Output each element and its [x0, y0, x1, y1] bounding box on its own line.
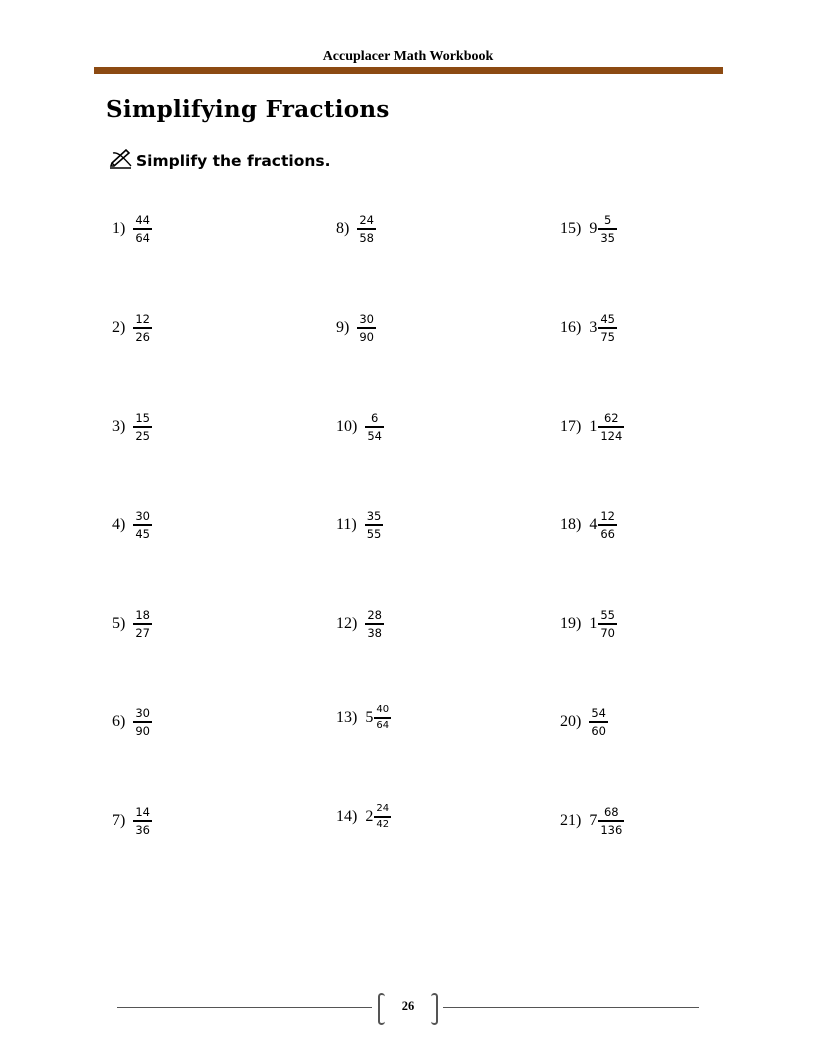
- denominator: 75: [600, 329, 615, 344]
- denominator: 124: [600, 428, 623, 443]
- fraction-bar: [133, 721, 152, 722]
- problem-item: [336, 407, 384, 447]
- denominator: 64: [135, 230, 150, 245]
- numerator: 28: [367, 608, 382, 623]
- numerator: 45: [600, 312, 615, 327]
- problem-item: [336, 797, 391, 837]
- denominator: 64: [376, 719, 390, 731]
- fraction-bar: [357, 327, 376, 328]
- fraction-bar: [365, 426, 384, 427]
- whole-number: 2: [365, 808, 374, 825]
- problem-number: 4): [112, 516, 126, 533]
- fraction: [133, 411, 152, 442]
- numerator: 6: [370, 411, 379, 426]
- problem-number: 14): [336, 808, 358, 825]
- footer-bracket-right: [431, 993, 438, 1025]
- problem-item: [560, 801, 624, 841]
- problem-number: 6): [112, 713, 126, 730]
- fraction-bar: [374, 816, 391, 817]
- fraction: [133, 509, 152, 540]
- pencil-icon: [109, 149, 136, 173]
- problem-number: 10): [336, 418, 358, 435]
- problem-item: [112, 801, 152, 841]
- problem-item: [112, 209, 152, 249]
- fraction-bar: [598, 623, 617, 624]
- fraction-bar: [589, 721, 608, 722]
- denominator: 66: [600, 526, 615, 541]
- problem-number: 1): [112, 220, 126, 237]
- problem-item: [560, 209, 617, 249]
- fraction: [357, 213, 376, 244]
- problem-number: 15): [560, 220, 582, 237]
- fraction-bar: [133, 524, 152, 525]
- numerator: 5: [603, 213, 612, 228]
- fraction: [357, 312, 376, 343]
- problem-number: 7): [112, 812, 126, 829]
- whole-number: 1: [589, 615, 598, 632]
- denominator: 38: [367, 625, 382, 640]
- denominator: 90: [135, 723, 150, 738]
- numerator: 62: [603, 411, 619, 426]
- problem-item: [336, 209, 376, 249]
- problem-number: 5): [112, 615, 126, 632]
- problem-item: [112, 604, 152, 644]
- numerator: 30: [135, 509, 150, 524]
- denominator: 35: [600, 230, 615, 245]
- problem-number: 13): [336, 709, 358, 726]
- footer-rule-left: [117, 1007, 372, 1008]
- numerator: 12: [600, 509, 615, 524]
- fraction-bar: [133, 820, 152, 821]
- whole-number: 1: [589, 418, 598, 435]
- numerator: 54: [591, 706, 606, 721]
- problem-number: 11): [336, 516, 357, 533]
- fraction: [133, 805, 152, 836]
- denominator: 27: [135, 625, 150, 640]
- problem-number: 19): [560, 615, 582, 632]
- fraction: [589, 706, 608, 737]
- page-number: 26: [401, 999, 415, 1013]
- problem-number: 18): [560, 516, 582, 533]
- numerator: 12: [135, 312, 150, 327]
- fraction: [598, 805, 624, 836]
- denominator: 58: [359, 230, 374, 245]
- fraction-bar: [133, 228, 152, 229]
- header-title: Accuplacer Math Workbook: [322, 49, 494, 64]
- fraction: [598, 509, 617, 540]
- fraction-bar: [365, 623, 384, 624]
- fraction: [133, 312, 152, 343]
- numerator: 24: [376, 803, 390, 815]
- denominator: 60: [591, 723, 606, 738]
- problem-item: [560, 308, 617, 348]
- fraction: [598, 312, 617, 343]
- denominator: 42: [376, 818, 390, 830]
- whole-number: 4: [589, 516, 598, 533]
- fraction-bar: [133, 426, 152, 427]
- problem-number: 9): [336, 319, 350, 336]
- problem-number: 21): [560, 812, 582, 829]
- fraction-bar: [133, 327, 152, 328]
- numerator: 55: [600, 608, 615, 623]
- whole-number: 7: [589, 812, 598, 829]
- fraction: [374, 803, 391, 830]
- footer-bracket-left: [378, 993, 385, 1025]
- header-rule: [94, 67, 723, 74]
- problem-number: 2): [112, 319, 126, 336]
- fraction-bar: [133, 623, 152, 624]
- denominator: 70: [600, 625, 615, 640]
- problem-item: [336, 698, 391, 738]
- denominator: 26: [135, 329, 150, 344]
- whole-number: 9: [589, 220, 598, 237]
- numerator: 14: [135, 805, 150, 820]
- denominator: 55: [366, 526, 382, 541]
- denominator: 36: [135, 822, 150, 837]
- footer-rule-right: [443, 1007, 699, 1008]
- denominator: 45: [135, 526, 150, 541]
- numerator: 35: [366, 509, 382, 524]
- fraction: [365, 509, 384, 540]
- fraction-bar: [598, 820, 624, 821]
- fraction-bar: [598, 327, 617, 328]
- fraction-bar: [374, 717, 391, 718]
- fraction: [598, 608, 617, 639]
- problem-item: [560, 505, 617, 545]
- problem-item: [560, 604, 617, 644]
- fraction-bar: [598, 524, 617, 525]
- fraction: [374, 704, 391, 731]
- fraction-bar: [598, 426, 624, 427]
- denominator: 54: [367, 428, 382, 443]
- numerator: 18: [135, 608, 150, 623]
- fraction: [365, 411, 384, 442]
- problem-number: 20): [560, 713, 582, 730]
- problem-item: [112, 505, 152, 545]
- problem-item: [112, 308, 152, 348]
- problem-item: [336, 604, 384, 644]
- denominator: 90: [359, 329, 374, 344]
- instruction-text: Simplify the fractions.: [136, 152, 331, 170]
- fraction: [598, 213, 617, 244]
- problem-item: [112, 407, 152, 447]
- numerator: 30: [359, 312, 374, 327]
- page-title: Simplifying Fractions: [106, 96, 390, 123]
- numerator: 44: [135, 213, 150, 228]
- problem-number: 17): [560, 418, 582, 435]
- whole-number: 3: [589, 319, 598, 336]
- denominator: 25: [135, 428, 150, 443]
- fraction-bar: [357, 228, 376, 229]
- instruction: [109, 149, 331, 173]
- numerator: 15: [135, 411, 150, 426]
- problem-item: [560, 702, 608, 742]
- numerator: 24: [359, 213, 374, 228]
- fraction-bar: [365, 524, 384, 525]
- fraction-bar: [598, 228, 617, 229]
- problem-item: [112, 702, 152, 742]
- fraction: [365, 608, 384, 639]
- problem-number: 8): [336, 220, 350, 237]
- fraction: [133, 706, 152, 737]
- problem-number: 12): [336, 615, 358, 632]
- whole-number: 5: [365, 709, 374, 726]
- denominator: 136: [600, 822, 623, 837]
- problem-item: [336, 505, 383, 545]
- problem-number: 3): [112, 418, 126, 435]
- problem-number: 16): [560, 319, 582, 336]
- fraction: [133, 608, 152, 639]
- problem-item: [560, 407, 624, 447]
- numerator: 68: [603, 805, 619, 820]
- numerator: 30: [135, 706, 150, 721]
- fraction: [133, 213, 152, 244]
- fraction: [598, 411, 624, 442]
- numerator: 40: [376, 704, 390, 716]
- problem-item: [336, 308, 376, 348]
